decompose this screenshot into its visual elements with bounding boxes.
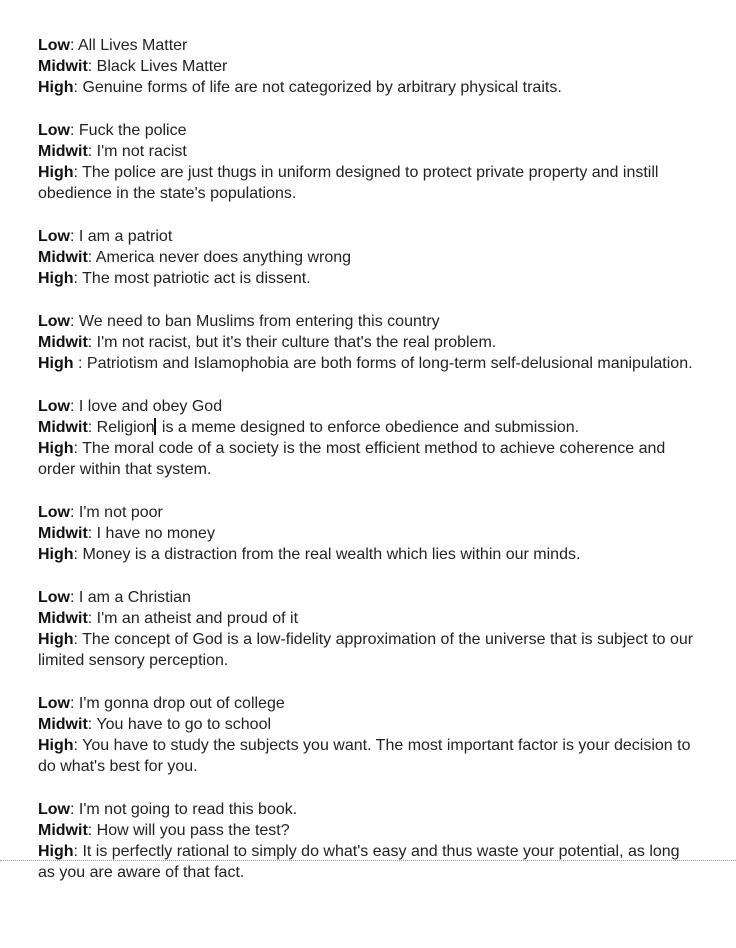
low-text: : I'm not poor xyxy=(70,504,163,521)
comparison-block-1 xyxy=(38,35,698,98)
low-text: : Fuck the police xyxy=(70,122,187,139)
low-label: Low xyxy=(38,398,70,415)
low-line xyxy=(38,587,698,608)
midwit-label: Midwit xyxy=(38,716,88,733)
midwit-text-after-caret: is a meme designed to enforce obedience and submission. xyxy=(157,419,580,436)
midwit-label: Midwit xyxy=(38,143,88,160)
high-line xyxy=(38,438,698,480)
comparison-block-3 xyxy=(38,226,698,289)
low-line xyxy=(38,799,698,820)
midwit-label: Midwit xyxy=(38,334,88,351)
midwit-text-before-caret: : Religion xyxy=(87,419,155,436)
low-line xyxy=(38,311,698,332)
low-text: : I am a patriot xyxy=(70,228,173,245)
comparison-block-2 xyxy=(38,120,698,204)
high-line xyxy=(38,544,698,565)
high-text: : Money is a distraction from the real wealth which lies within our minds. xyxy=(73,546,581,563)
high-line xyxy=(38,629,698,671)
comparison-block-9 xyxy=(38,799,698,883)
high-label: High xyxy=(38,164,74,181)
low-line xyxy=(38,120,698,141)
midwit-text: : I'm not racist, but it's their culture that's the real problem. xyxy=(87,334,497,351)
high-text: : It is perfectly rational to simply do what's easy and thus waste your potential, as long as you are aware of that fact. xyxy=(38,843,680,881)
high-text: : The most patriotic act is dissent. xyxy=(73,270,311,287)
low-label: Low xyxy=(38,228,70,245)
midwit-text: : I have no money xyxy=(87,525,215,542)
midwit-line xyxy=(38,608,698,629)
midwit-line xyxy=(38,141,698,162)
midwit-label: Midwit xyxy=(38,249,88,266)
high-text: : The police are just thugs in uniform designed to protect private property and instill obedience in the state's populations. xyxy=(38,164,659,202)
low-label: Low xyxy=(38,695,70,712)
comparison-block-7 xyxy=(38,587,698,671)
midwit-label: Midwit xyxy=(38,58,88,75)
high-text: : You have to study the subjects you want. The most important factor is your decision to do what's best for you. xyxy=(38,737,691,775)
comparison-block-4 xyxy=(38,311,698,374)
low-text: : I'm not going to read this book. xyxy=(70,801,298,818)
low-line xyxy=(38,693,698,714)
midwit-label: Midwit xyxy=(38,610,88,627)
high-text: : Patriotism and Islamophobia are both forms of long-term self-delusional manipulation. xyxy=(78,355,693,372)
midwit-line xyxy=(38,820,698,841)
low-text: : All Lives Matter xyxy=(70,37,188,54)
midwit-line[interactable] xyxy=(38,417,698,438)
low-label: Low xyxy=(38,122,70,139)
midwit-text: : Black Lives Matter xyxy=(87,58,228,75)
high-label: High xyxy=(38,843,74,860)
comparison-block-5 xyxy=(38,396,698,480)
high-label: High xyxy=(38,270,74,287)
midwit-text: : America never does anything wrong xyxy=(87,249,352,266)
midwit-label: Midwit xyxy=(38,822,88,839)
high-line xyxy=(38,162,698,204)
low-text: : I love and obey God xyxy=(70,398,223,415)
high-text: : The moral code of a society is the most efficient method to achieve coherence and order within that system. xyxy=(38,440,666,478)
high-label: High xyxy=(38,440,74,457)
high-label: High xyxy=(38,355,74,372)
midwit-text: : I'm not racist xyxy=(87,143,187,160)
midwit-text: : How will you pass the test? xyxy=(87,822,290,839)
low-label: Low xyxy=(38,313,70,330)
midwit-label: Midwit xyxy=(38,419,88,436)
midwit-line xyxy=(38,332,698,353)
high-line xyxy=(38,353,698,374)
high-line xyxy=(38,841,698,883)
low-label: Low xyxy=(38,589,70,606)
midwit-line xyxy=(38,714,698,735)
midwit-text: : I'm an atheist and proud of it xyxy=(87,610,299,627)
high-label: High xyxy=(38,631,74,648)
low-line xyxy=(38,396,698,417)
page-break-line xyxy=(0,860,736,861)
midwit-line xyxy=(38,523,698,544)
low-line xyxy=(38,226,698,247)
high-label: High xyxy=(38,546,74,563)
midwit-line xyxy=(38,247,698,268)
midwit-label: Midwit xyxy=(38,525,88,542)
high-label: High xyxy=(38,79,74,96)
midwit-line xyxy=(38,56,698,77)
document-body xyxy=(38,35,698,905)
low-text: : I'm gonna drop out of college xyxy=(70,695,285,712)
low-label: Low xyxy=(38,37,70,54)
comparison-block-8 xyxy=(38,693,698,777)
comparison-block-6 xyxy=(38,502,698,565)
high-line xyxy=(38,735,698,777)
low-text: : We need to ban Muslims from entering this country xyxy=(70,313,440,330)
high-text: : Genuine forms of life are not categorized by arbitrary physical traits. xyxy=(73,79,562,96)
low-text: : I am a Christian xyxy=(70,589,191,606)
low-label: Low xyxy=(38,801,70,818)
low-line xyxy=(38,35,698,56)
high-label: High xyxy=(38,737,74,754)
midwit-text: : You have to go to school xyxy=(87,716,272,733)
low-label: Low xyxy=(38,504,70,521)
high-text: : The concept of God is a low-fidelity approximation of the universe that is subject to our limited sensory perception. xyxy=(38,631,694,669)
high-line xyxy=(38,77,698,98)
high-line xyxy=(38,268,698,289)
low-line xyxy=(38,502,698,523)
